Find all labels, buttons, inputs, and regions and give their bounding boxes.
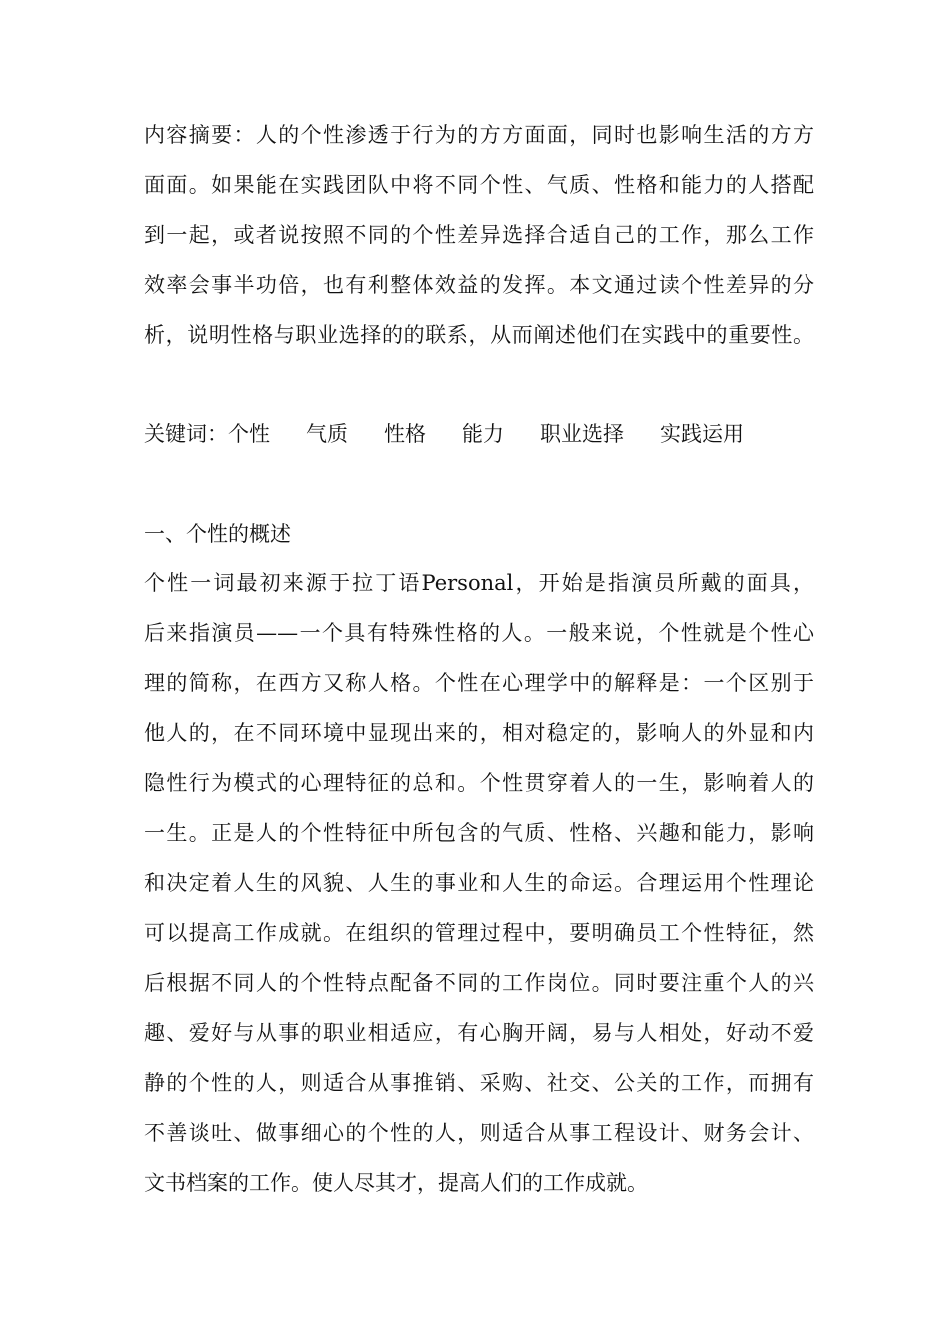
abstract-line: 到一起，或者说按照不同的个性差异选择合适自己的工作，那么工作: [144, 223, 814, 247]
abstract-line: 内容摘要：人的个性渗透于行为的方方面面，同时也影响生活的方方: [144, 123, 814, 147]
abstract-line: 面面。如果能在实践团队中将不同个性、气质、性格和能力的人搭配: [144, 173, 814, 197]
keyword: 能力: [462, 422, 504, 446]
keyword: 职业选择: [540, 422, 624, 446]
body-line: 和决定着人生的风貌、人生的事业和人生的命运。合理运用个性理论: [144, 871, 814, 895]
body-line: 理的简称，在西方又称人格。个性在心理学中的解释是：一个区别于: [144, 671, 814, 695]
keywords-label: 关键词：: [144, 422, 228, 446]
body-line: 后根据不同人的个性特点配备不同的工作岗位。同时要注重个人的兴: [144, 971, 814, 995]
body-line: 不善谈吐、做事细心的个性的人，则适合从事工程设计、财务会计、: [144, 1121, 814, 1145]
section-heading: 一、个性的概述: [144, 522, 291, 546]
keyword: 气质: [306, 422, 348, 446]
keyword: 性格: [384, 422, 426, 446]
body-line: 一生。正是人的个性特征中所包含的气质、性格、兴趣和能力，影响: [144, 821, 814, 845]
body-line: 后来指演员——一个具有特殊性格的人。一般来说，个性就是个性心: [144, 621, 814, 645]
keyword: 个性: [228, 422, 270, 446]
keywords: [144, 419, 814, 449]
body-line: 他人的，在不同环境中显现出来的，相对稳定的，影响人的外显和内: [144, 721, 814, 745]
abstract-line: 析，说明性格与职业选择的的联系，从而阐述他们在实践中的重要性。: [144, 323, 814, 347]
keyword: 实践运用: [660, 422, 744, 446]
body-line: 趣、爱好与从事的职业相适应，有心胸开阔，易与人相处，好动不爱: [144, 1021, 814, 1045]
abstract-line: 效率会事半功倍，也有利整体效益的发挥。本文通过读个性差异的分: [144, 273, 814, 297]
body-line: 文书档案的工作。使人尽其才，提高人们的工作成就。: [144, 1171, 648, 1195]
body-line: 个性一词最初来源于拉丁语Personal，开始是指演员所戴的面具，: [144, 571, 814, 595]
body-line: 隐性行为模式的心理特征的总和。个性贯穿着人的一生，影响着人的: [144, 771, 814, 795]
body-line: 静的个性的人，则适合从事推销、采购、社交、公关的工作，而拥有: [144, 1071, 814, 1095]
body-line: 可以提高工作成就。在组织的管理过程中，要明确员工个性特征，然: [144, 921, 814, 945]
